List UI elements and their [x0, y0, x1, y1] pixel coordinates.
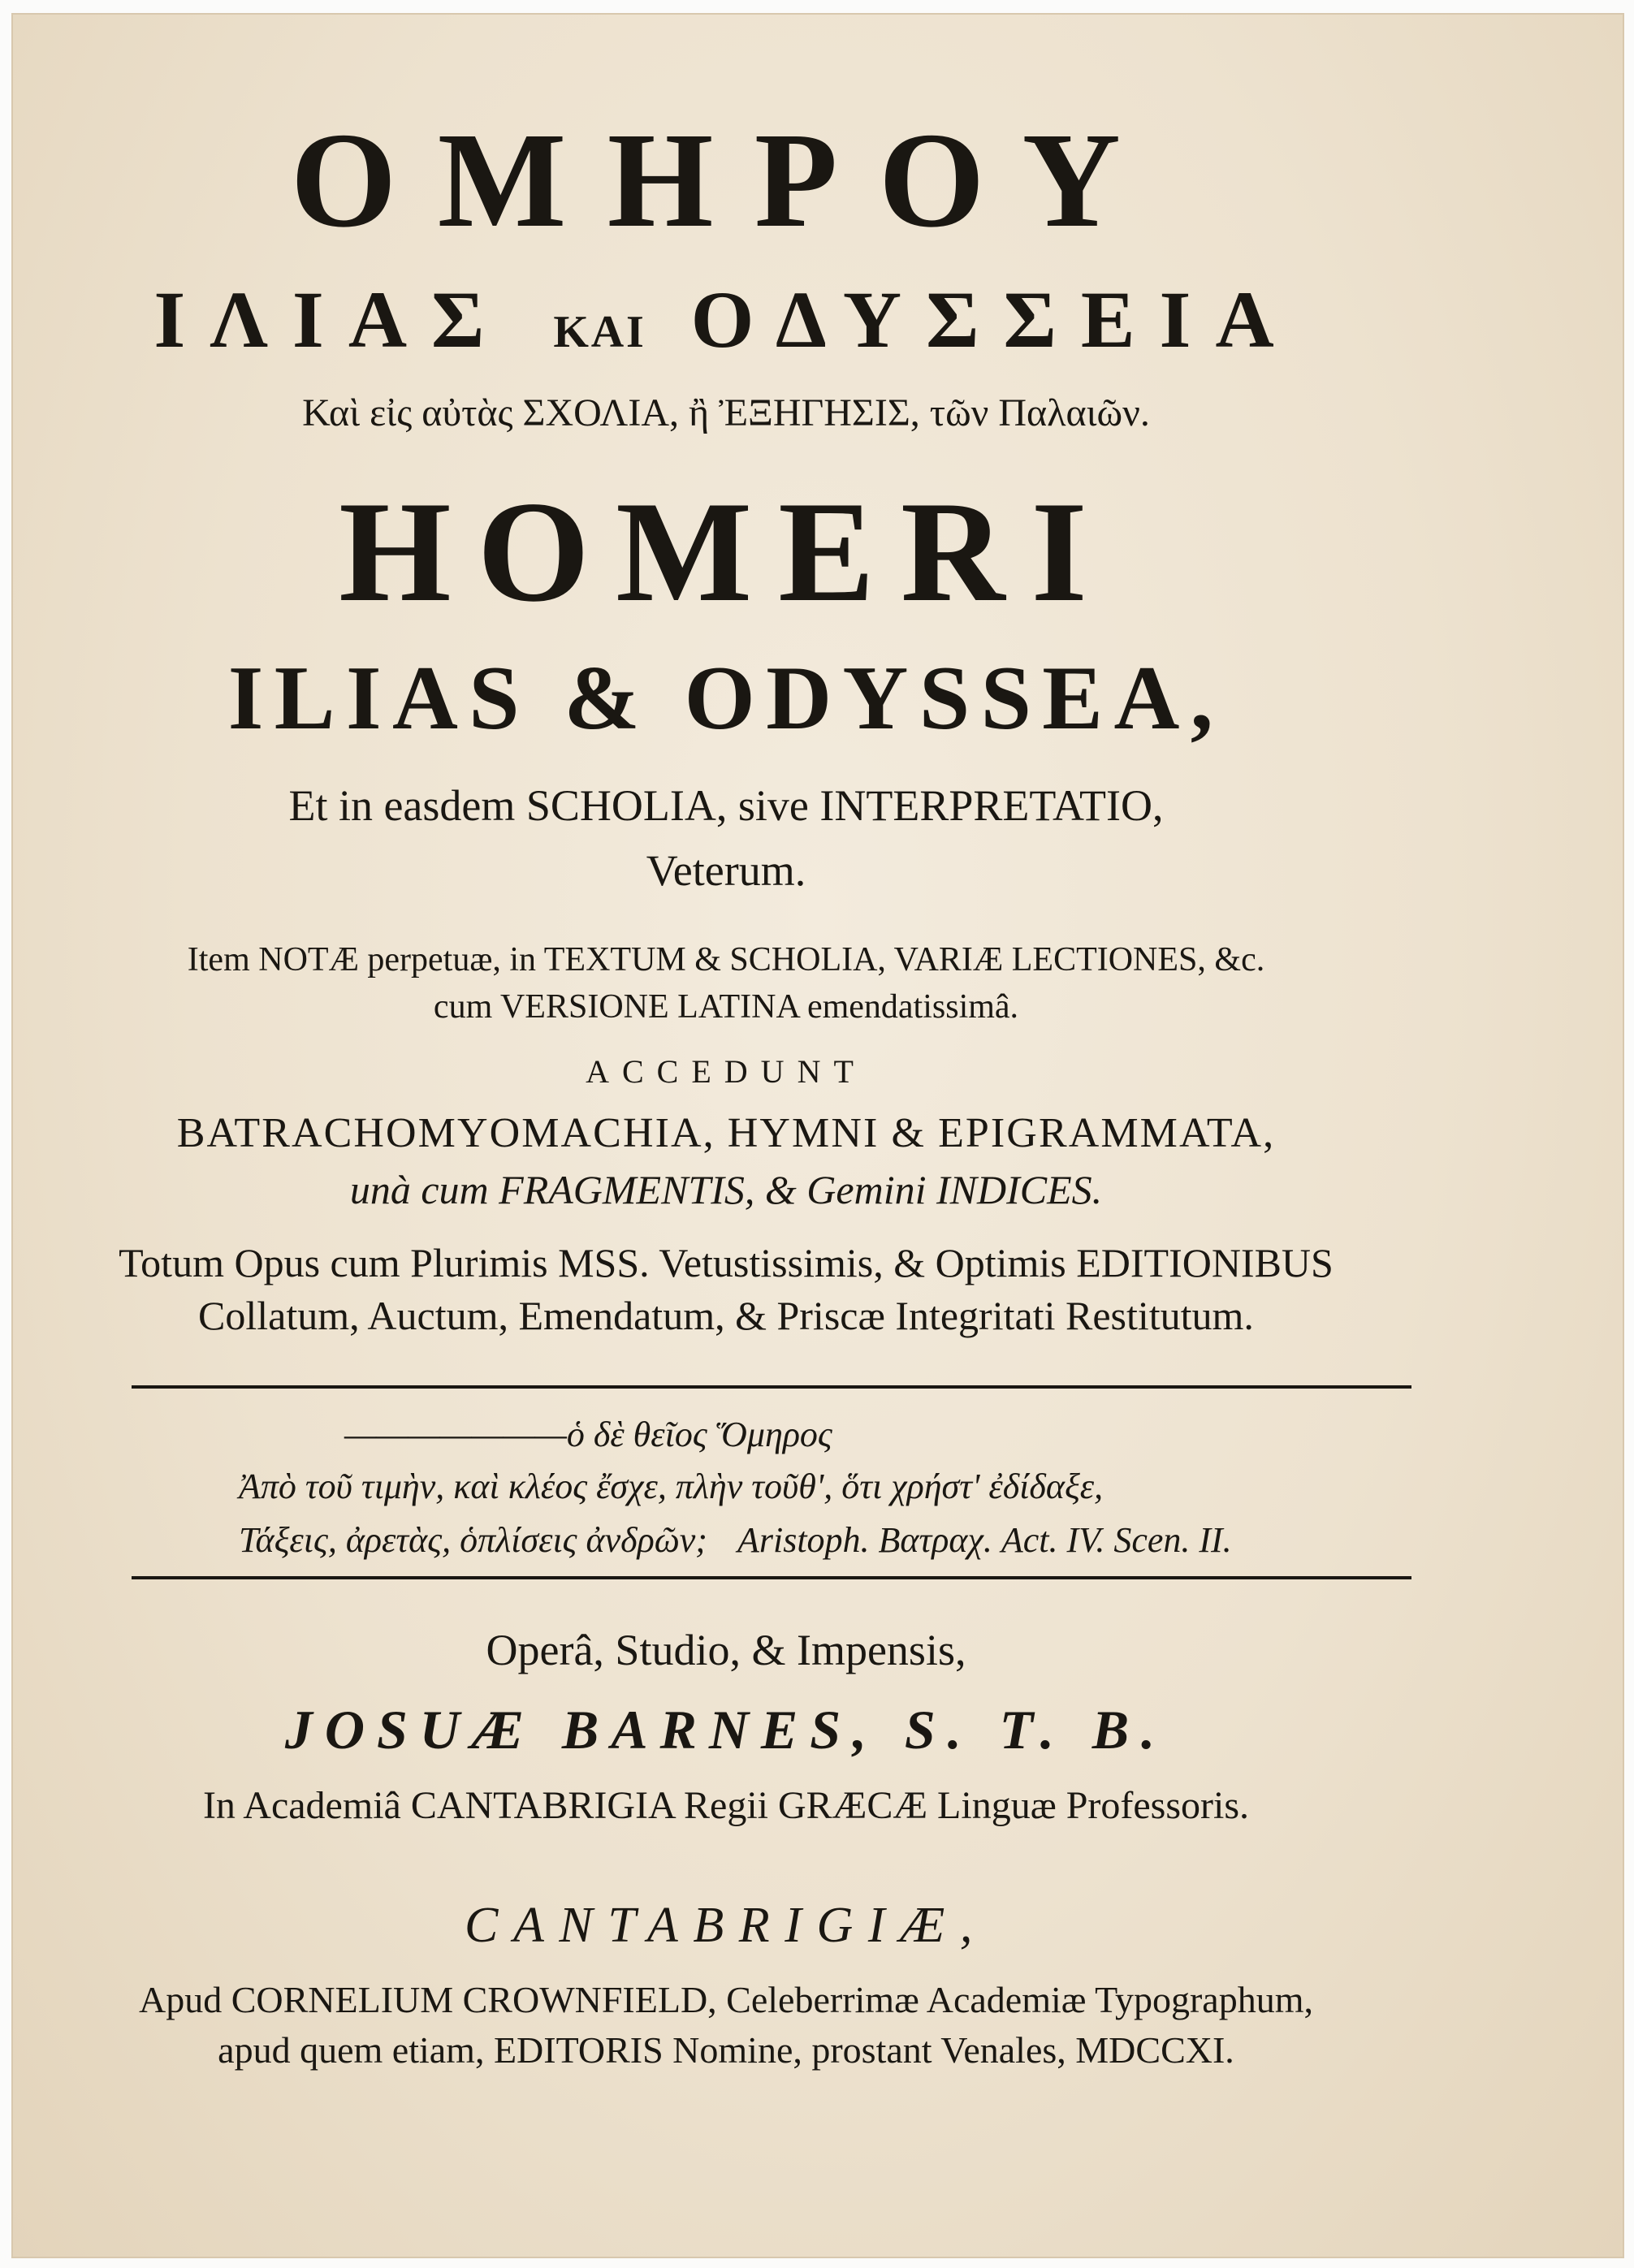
- latin-works-heading: ILIAS & ODYSSEA,: [227, 648, 1225, 749]
- epigraph: [239, 1410, 1416, 1567]
- notae-line-2: cum VERSIONE LATINA emendatissimâ.: [433, 988, 1019, 1026]
- batrachomyomachia-line: BATRACHOMYOMACHIA, HYMNI & EPIGRAMMATA,: [176, 1110, 1276, 1156]
- greek-kai: ΚΑΙ: [553, 307, 646, 357]
- latin-author-heading: HOMERI: [339, 471, 1113, 632]
- greek-iliad: ΙΛΙΑΣ: [153, 274, 509, 365]
- epigraph-line-2: Ἀπὸ τοῦ τιμὴν, καὶ κλέος ἔσχε, πλὴν τοῦθ', ὅτι χρήστ' ἐδίδαξε,: [239, 1467, 1104, 1506]
- upper-divider-rule: [132, 1385, 1411, 1389]
- greek-scholia-line: Καὶ εἰς αὐτὰς ΣΧΟΛΙΑ, ἢ ἘΞΗΓΗΣΙΣ, τῶν Παλαιῶν.: [302, 391, 1150, 434]
- greek-works-heading: [11, 273, 1441, 366]
- editor-name: JOSUÆ BARNES, S. T. B.: [284, 1699, 1168, 1760]
- una-cum-line: unà cum FRAGMENTIS, & Gemini INDICES.: [349, 1167, 1103, 1212]
- imprint-printer-line: Apud CORNELIUM CROWNFIELD, Celeberrimæ Academiæ Typographum,: [138, 1979, 1314, 2020]
- latin-veterum-line: Veterum.: [646, 846, 806, 895]
- lower-divider-rule: [132, 1576, 1411, 1579]
- latin-scholia-line: Et in easdem SCHOLIA, sive INTERPRETATIO,: [288, 781, 1164, 830]
- accedunt-heading: ACCEDUNT: [586, 1053, 867, 1090]
- imprint-date-line: apud quem etiam, EDITORIS Nomine, prostant Venales, MDCCXI.: [218, 2029, 1234, 2071]
- opera-studio-line: Operâ, Studio, & Impensis,: [486, 1626, 966, 1674]
- epigraph-line-1: ———————ὁ δὲ θεῖος Ὅμηρος: [344, 1415, 832, 1454]
- epigraph-citation: Aristoph. Βατραχ. Act. IV. Scen. II.: [737, 1520, 1232, 1560]
- academia-line: In Academiâ CANTABRIGIA Regii GRÆCÆ Linguæ Professoris.: [202, 1784, 1250, 1827]
- greek-author-heading: ΟΜΗΡΟΥ: [290, 105, 1162, 256]
- totum-opus-line-1: Totum Opus cum Plurimis MSS. Vetustissimis, & Optimis EDITIONIBUS: [119, 1240, 1334, 1285]
- totum-opus-line-2: Collatum, Auctum, Emendatum, & Priscæ Integritati Restitutum.: [198, 1293, 1254, 1338]
- epigraph-greek: Τάξεις, ἀρετὰς, ὁπλίσεις ἀνδρῶν;: [239, 1520, 707, 1560]
- imprint-place: CANTABRIGIÆ,: [465, 1898, 988, 1953]
- epigraph-line-3: [239, 1514, 1416, 1567]
- title-page: [11, 13, 1624, 2258]
- notae-line-1: Item NOTÆ perpetuæ, in TEXTUM & SCHOLIA, VARIÆ LECTIONES, &c.: [187, 941, 1265, 978]
- greek-odyssey: ΟΔΥΣΣΕΙΑ: [690, 274, 1299, 365]
